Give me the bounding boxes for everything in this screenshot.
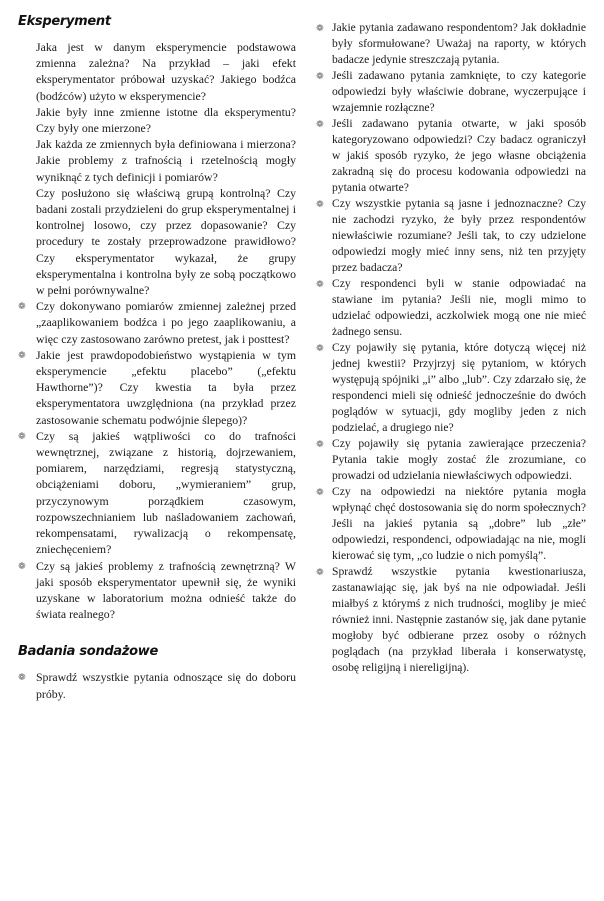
checklist-item-text: Jeśli zadawano pytania otwarte, w jaki sposób kategoryzowano odpowiedzi? Czy badacz ograniczył w jakiś sposób ryzyko, że jego własne obciążenia zakradną się do procesu kodowania odpowiedzi na pytania otwarte?	[332, 117, 586, 194]
checklist-item	[18, 136, 296, 185]
checklist-item	[18, 347, 296, 428]
checklist-item-text: Czy wszystkie pytania są jasne i jednoznaczne? Czy nie zachodzi ryzyko, że były przez respondentów niewłaściwie rozumiane? Jeśli tak, to czy udzielone odpowiedzi mogły mieć inny sens, niż ten przyjęty przez badacza?	[332, 197, 586, 274]
checklist-item	[316, 116, 586, 196]
checklist-item-text: Czy pojawiły się pytania zawierające przeczenia? Pytania takie mogły zostać źle zrozumiane, co prowadzi od udzielania niewłaściwych odpowiedzi.	[332, 437, 586, 482]
checklist-item-text: Czy są jakieś wątpliwości co do trafności wewnętrznej, związane z historią, dojrzewaniem, pomiarem, narzędziami, regresją statystyczną, obciążeniami doboru, „wymieraniem” grup, przyczynowym porządkiem czasowym, rozpowszechnianiem lub naśladowaniem zachowań, rekompensatami, rywalizacją o rekompensatę, zniechęceniem?	[36, 428, 296, 557]
checklist-item-text: Jaka jest w danym eksperymencie podstawowa zmienna zależna? Na przykład – jaki efekt eksperymentator próbował uzyskać? Jakiego bodźca (bodźców) użyto w eksperymencie?	[36, 40, 296, 103]
bullet-icon: ❁	[18, 431, 26, 442]
checklist-item	[18, 104, 296, 136]
checklist-item	[316, 340, 586, 436]
survey-checklist	[18, 669, 296, 701]
heading-experiment: Eksperyment	[18, 14, 111, 29]
right-column	[316, 20, 586, 676]
bullet-icon: ❁	[316, 568, 324, 578]
bullet-icon: ❁	[316, 72, 324, 82]
bullet-icon: ❁	[316, 120, 324, 130]
checklist-item	[316, 436, 586, 484]
checklist-item	[18, 428, 296, 558]
checklist-item	[316, 68, 586, 116]
checklist-item	[18, 669, 296, 701]
bullet-icon: ❁	[316, 280, 324, 290]
checklist-item	[316, 20, 586, 68]
checklist-item-text: Czy dokonywano pomiarów zmiennej zależnej przed „zaaplikowaniem bodźca i po jego zaaplikowaniu, a więc czy zastosowano zarówno pretest, jak i posttest?	[36, 299, 296, 346]
checklist-item-text: Jakie jest prawdopodobieństwo wystąpienia w tym eksperymencie „efektu placebo” („efektu Hawthorne”)? Czy kwestia ta była przez eksperymentatora uwzględniona (na przykład przez zastosowanie schematu podwójnie ślepego)?	[36, 347, 296, 427]
bullet-icon: ❁	[316, 344, 324, 354]
checklist-item-text: Czy posłużono się właściwą grupą kontrolną? Czy badani zostali przydzieleni do grup eksperymentalnej i kontrolnej losowo, czy przez dopasowanie? Czy procedury te zostały przeprowadzone prawidłowo? Czy eksperymentator wykazał, że grupy eksperymentalna i kontrolna były ze sobą początkowo w pełni porównywalne?	[36, 185, 296, 298]
left-column	[18, 14, 296, 702]
checklist-item	[316, 484, 586, 564]
bullet-icon: ❁	[18, 561, 26, 572]
bullet-icon: ❁	[316, 440, 324, 450]
checklist-item-text: Sprawdź wszystkie pytania kwestionariusza, zastanawiając się, jak byś na nie odpowiadał. Jeśli miałbyś z którymś z nich trudności, mogliby je mieć również inni. Następnie zastanów się, jak dane pytanie mogłoby być odbierane przez osoby o różnych poglądach (na przykład liberała i konserwatystę, osobę religijną i niereligijną).	[332, 565, 587, 674]
bullet-icon: ❁	[316, 488, 324, 498]
checklist-item-text: Jakie pytania zadawano respondentom? Jak dokładnie były sformułowane? Uważaj na raporty, w których badacze jedynie streszczają pytania.	[332, 21, 586, 66]
checklist-item-text: Czy respondenci byli w stanie odpowiadać na stawiane im pytania? Jeśli nie, mogli mimo to udzielać odpowiedzi, aczkolwiek mogą one nie mieć żadnego sensu.	[332, 277, 586, 338]
checklist-item-text: Jak każda ze zmiennych była definiowana i mierzona? Jakie problemy z trafnością i rzetelnością mogły wyniknąć z tych definicji i pomiarów?	[36, 137, 296, 184]
checklist-item	[316, 276, 586, 340]
bullet-icon: ❁	[18, 673, 26, 684]
bullet-icon: ❁	[18, 350, 26, 361]
checklist-item	[18, 558, 296, 623]
survey-questions-checklist	[316, 20, 586, 676]
heading-survey: Badania sondażowe	[18, 644, 158, 660]
checklist-item-text: Czy na odpowiedzi na niektóre pytania mogła wpłynąć chęć dostosowania się do norm społecznych? Jeśli na jakieś pytania są „dobre” lub „złe” odpowiedzi, respondenci, odpowiadając na nie, mogli kierować się tym, „co ludzie o nich pomyślą”.	[332, 485, 586, 562]
checklist-item	[18, 298, 296, 347]
checklist-item	[316, 196, 586, 276]
checklist-item	[18, 185, 296, 298]
bullet-icon: ❁	[316, 200, 324, 210]
checklist-item	[316, 564, 586, 676]
checklist-item-text: Czy są jakieś problemy z trafnością zewnętrzną? W jaki sposób eksperymentator upewnił się, że wyniki uzyskane w laboratorium można odnieść także do świata realnego?	[36, 558, 296, 622]
bullet-icon: ❁	[18, 302, 26, 313]
bullet-icon: ❁	[316, 24, 324, 34]
checklist-item-text: Jeśli zadawano pytania zamknięte, to czy kategorie odpowiedzi były właściwie dobrane, wyczerpujące i wzajemnie rozłączne?	[332, 69, 586, 114]
checklist-item-text: Jakie były inne zmienne istotne dla eksperymentu? Czy były one mierzone?	[36, 104, 296, 136]
checklist-item-text: Czy pojawiły się pytania, które dotyczą więcej niż jednej kwestii? Przyjrzyj się pytaniom, w których występują spójniki „i” albo „lub”. Czy zdarzało się, że respondenci mieli się odnieść jednocześnie do dwóch poglądów w sytuacji, gdy mogliby jeden z nich podzielać, a drugiego nie?	[332, 341, 586, 434]
checklist-item-text: Sprawdź wszystkie pytania odnoszące się do doboru próby.	[36, 670, 296, 701]
experiment-checklist	[18, 39, 296, 622]
checklist-item	[18, 39, 296, 104]
